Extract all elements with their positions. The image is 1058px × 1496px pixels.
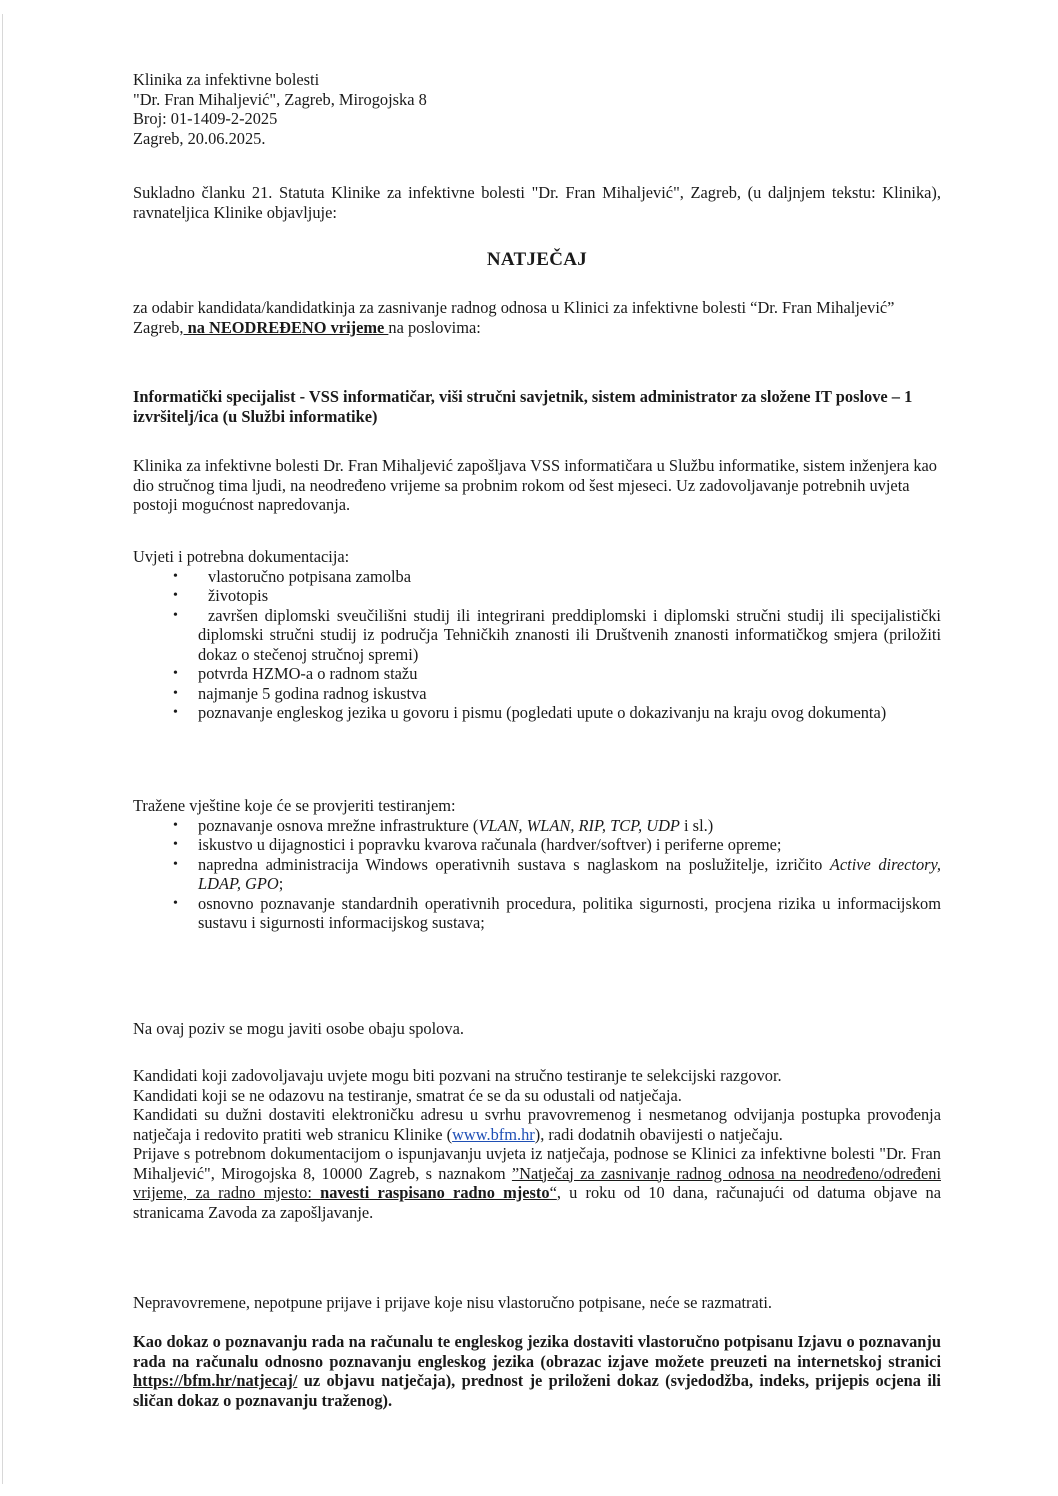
late-text: Nepravovremene, nepotpune prijave i prijave koje nisu vlastoručno potpisane, neće se razmatrati.	[133, 1293, 772, 1312]
requirement-text: najmanje 5 godina radnog iskustva	[198, 683, 427, 703]
institution-address: "Dr. Fran Mihaljević", Zagreb, Mirogojska 8	[133, 89, 427, 109]
bullet-icon: •	[173, 588, 178, 603]
requirement-item	[133, 586, 941, 606]
application-text-pre: Prijave s potrebnom dokumentacijom o ispunjavanju uvjeta iz natječaja, podnose se Klinici za infektivne bolesti "Dr. Fran Mihaljević", Mirogojska 8, 10000 Zagreb, s naznakom	[133, 1144, 941, 1183]
requirement-text: poznavanje engleskog jezika u govoru i pismu (pogledati upute o dokazivanju na kraju ovog dokumenta)	[198, 703, 887, 722]
institution-name: Klinika za infektivne bolesti	[133, 70, 320, 89]
proof-section	[133, 1332, 941, 1410]
requirement-text: vlastoručno potpisana zamolba	[208, 566, 412, 586]
subtitle-text	[133, 298, 941, 337]
bullet-icon: •	[173, 856, 178, 872]
description-text: Klinika za infektivne bolesti Dr. Fran Mihaljević zapošljava VSS informatičara u Službu informatike, sistem inženjera kao dio stručnog tima ljudi, na neodređeno vrijeme sa probnim rokom od šest mjeseci. Uz zadovoljavanje potrebnih uvjeta postoji mogućnost napredovanja.	[133, 456, 937, 514]
page-edge-line	[2, 14, 3, 1484]
application-label-text: ”Natječaj za zasnivanje radnog odnosa na neodređeno/određeni vrijeme, za radno mjesto:	[133, 1163, 941, 1202]
application-label-close: “	[549, 1183, 557, 1202]
skill-text: ;	[278, 874, 284, 893]
application-text-post: , u roku od 10 dana, računajući od datuma objave na stranicama Zavoda za zapošljavanje.	[133, 1183, 941, 1222]
skill-item	[133, 835, 941, 855]
skill-technologies: Active directory, LDAP, GPO	[198, 854, 941, 893]
document-title	[133, 250, 941, 270]
title-text: NATJEČAJ	[486, 249, 588, 270]
application-instructions	[133, 1144, 941, 1222]
subtitle-paragraph	[133, 298, 941, 337]
application-label-bold: navesti raspisano radno mjesto	[320, 1183, 550, 1202]
requirement-item	[133, 567, 941, 587]
bullet-icon: •	[173, 705, 178, 720]
proof-text	[133, 1332, 941, 1410]
skill-item	[133, 855, 941, 894]
skill-item	[133, 816, 941, 836]
email-text-pre: Kandidati su dužni dostaviti elektroničku adresu u svrhu pravovremenog i nesmetanog odvijanja postupka provođenja natječaja i redovito pratiti web stranicu Klinike (	[133, 1105, 941, 1144]
bullet-icon: •	[173, 666, 178, 681]
testing-absence-text: Kandidati koji se ne odazovu na testiranje, smatrat će se da su odustali od natječaja.	[133, 1085, 682, 1105]
subtitle-part1: za odabir kandidata/kandidatkinja za zasnivanje radnog odnosa u Klinici za infektivne bolesti “Dr. Fran Mihaljević” Zagreb,	[133, 298, 895, 337]
bullet-icon: •	[173, 837, 178, 852]
requirement-item	[133, 703, 941, 723]
document-date: Zagreb, 20.06.2025.	[133, 128, 266, 148]
position-description	[133, 456, 941, 515]
requirement-text: završen diplomski sveučilišni studij ili integrirani preddiplomski i diplomski stručni studij ili specijalistički diplomski stručni studij iz područja Tehničkih znanosti ili Društvenih znanosti informatičkog smjera (priložiti dokaz o stečenoj stručnoj spremi)	[198, 605, 941, 664]
form-download-link[interactable]: https://bfm.hr/natjecaj/	[133, 1371, 298, 1390]
bullet-icon: •	[173, 895, 178, 911]
requirement-item	[133, 684, 941, 704]
bullet-icon: •	[173, 685, 178, 701]
skill-text: osnovno poznavanje standardnih operativnih procedura, politika sigurnosti, procjena rizika u informacijskom sustavu i sigurnosti informacijskog sustava;	[198, 893, 941, 932]
testing-invitation-text: Kandidati koji zadovoljavaju uvjete mogu biti pozvani na stručno testiranje te selekcijski razgovor.	[133, 1066, 782, 1085]
genders-text: Na ovaj poziv se mogu javiti osobe obaju spolova.	[133, 1019, 464, 1038]
document-number: Broj: 01-1409-2-2025	[133, 109, 278, 128]
intro-text: Sukladno članku 21. Statuta Klinike za infektivne bolesti "Dr. Fran Mihaljević", Zagreb, (u daljnjem tekstu: Klinika), ravnateljica Klinike objavljuje:	[133, 183, 941, 222]
intro-paragraph	[133, 183, 941, 222]
skills-section	[133, 796, 941, 933]
requirement-text: potvrda HZMO-a o radnom stažu	[198, 664, 418, 683]
requirements-list	[133, 567, 941, 723]
skill-protocols: VLAN, WLAN, RIP, TCP, UDP	[478, 815, 680, 835]
letterhead	[133, 70, 941, 148]
requirements-section	[133, 547, 941, 723]
proof-text-pre: Kao dokaz o poznavanju rada na računalu te engleskog jezika dostaviti vlastoručno potpisanu Izjavu o poznavanju rada na računalu odnosno poznavanju engleskog jezika (obrazac izjave možete preuzeti na internetskoj stranici	[133, 1332, 941, 1371]
bullet-icon: •	[173, 817, 178, 833]
position-title	[133, 387, 941, 426]
email-text-post: ), radi dodatnih obavijesti o natječaju.	[534, 1124, 783, 1144]
process-section	[133, 1066, 941, 1222]
skill-text: napredna administracija Windows operativnih sustava s naglaskom na poslužitelje, izričito	[198, 854, 830, 874]
employment-type-emphasis: na NEODREĐENO vrijeme	[183, 317, 389, 337]
requirement-text: životopis	[208, 586, 269, 605]
skill-text: i sl.)	[679, 815, 714, 835]
skill-text: iskustvo u dijagnostici i popravku kvarova računala (hardver/softver) i periferne opreme;	[198, 835, 782, 854]
proof-text-post: uz objavu natječaja), prednost je priloženi dokaz (svjedodžba, indeks, prijepis ocjena ili sličan dokaz o poznavanju traženog).	[133, 1371, 941, 1410]
requirements-heading: Uvjeti i potrebna dokumentacija:	[133, 547, 350, 566]
skills-list	[133, 816, 941, 933]
late-applications-notice	[133, 1293, 941, 1313]
skill-text: poznavanje osnova mrežne infrastrukture (	[198, 815, 479, 835]
subtitle-part2: na poslovima:	[388, 317, 481, 337]
bullet-icon: •	[173, 568, 178, 584]
equal-opportunity-notice	[133, 1019, 941, 1039]
requirement-item	[133, 606, 941, 665]
bullet-icon: •	[173, 607, 178, 623]
skills-heading: Tražene vještine koje će se provjeriti testiranjem:	[133, 796, 456, 815]
requirement-item	[133, 664, 941, 684]
website-link[interactable]: www.bfm.hr	[452, 1124, 535, 1144]
position-text: Informatički specijalist - VSS informatičar, viši stručni savjetnik, sistem administrator za složene IT poslove – 1 izvršitelj/ica (u Službi informatike)	[133, 387, 913, 426]
skill-item	[133, 894, 941, 933]
email-requirement-text	[133, 1105, 941, 1144]
